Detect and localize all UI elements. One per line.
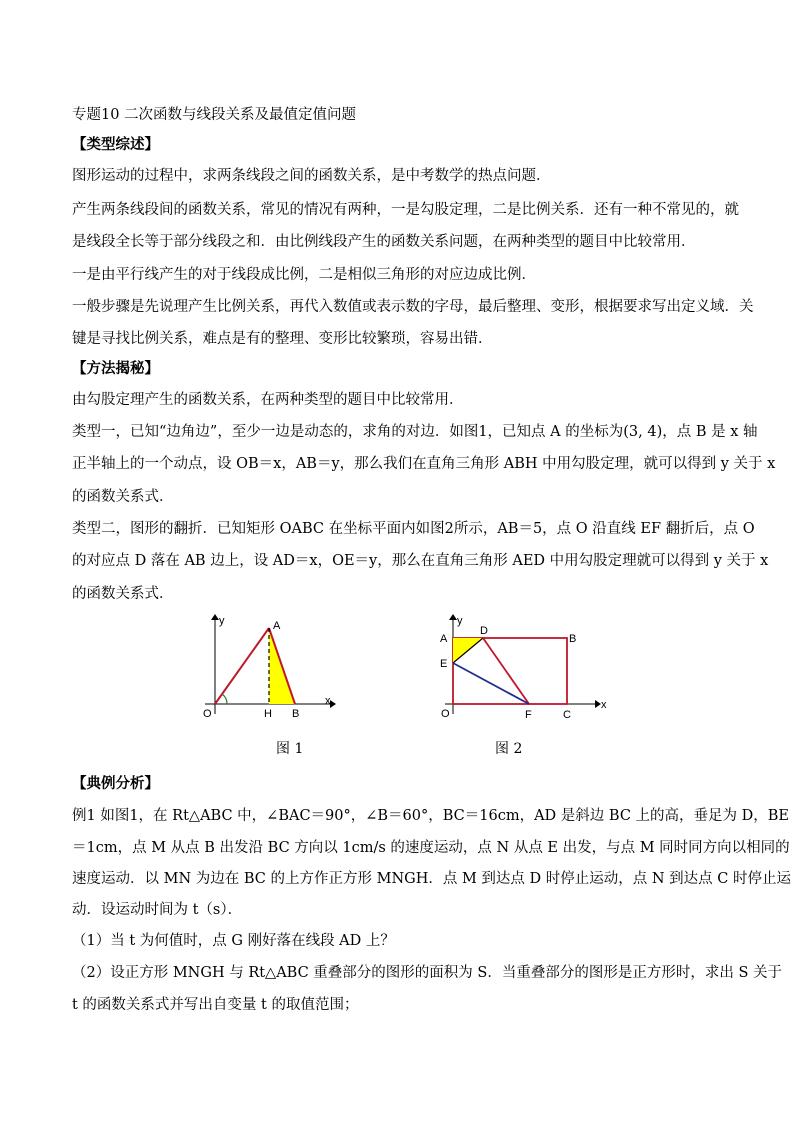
method-line: 的函数关系式．	[72, 489, 174, 505]
question-2: （2）设正方形 MNGH 与 Rt△ABC 重叠部分的图形的面积为 S．当重叠部分的图形是正方形时，求出 S 关于	[72, 965, 783, 981]
overview-line: 键是寻找比例关系，难点是有的整理、变形比较繁琐，容易出错．	[72, 331, 493, 347]
fig2-label-y: y	[457, 615, 463, 627]
example-line: ＝1cm，点 M 从点 B 出发沿 BC 方向以 1cm/s 的速度运动，点 N 从点 E 出发，与点 M 同时同方向以相同的	[72, 840, 790, 856]
overview-heading: 【类型综述】	[72, 136, 159, 153]
overview-line: 是线段全长等于部分线段之和．由比例线段产生的函数关系问题，在两种类型的题目中比较常用．	[72, 234, 696, 250]
method-line: 的函数关系式．	[72, 586, 174, 602]
question-2-cont: t 的函数关系式并写出自变量 t 的取值范围；	[72, 997, 359, 1013]
overview-line: 一是由平行线产生的对于线段成比例，二是相似三角形的对应边成比例．	[72, 267, 536, 283]
fig1-label-b: B	[292, 708, 300, 720]
fig1-x-arrow	[330, 700, 336, 708]
fig1-segment-oa	[215, 628, 269, 704]
example-line: 例1 如图1，在 Rt△ABC 中，∠BAC＝90°，∠B＝60°，BC＝16cm，AD 是斜边 BC 上的高，垂足为 D，BE	[72, 808, 789, 824]
overview-line: 图形运动的过程中，求两条线段之间的函数关系，是中考数学的热点问题．	[72, 168, 551, 184]
fig2-label-b: B	[569, 633, 577, 645]
fig1-label-y: y	[219, 615, 225, 627]
figure-1-caption: 图 1	[276, 741, 304, 757]
fig2-y-arrow	[449, 614, 457, 620]
method-line: 的对应点 D 落在 AB 边上，设 AD＝x，OE＝y，那么在直角三角形 AED 中用勾股定理就可以得到 y 关于 x	[72, 553, 769, 569]
method-heading: 【方法揭秘】	[72, 360, 159, 377]
example-line: 速度运动．以 MN 为边在 BC 的上方作正方形 MNGH．点 M 到达点 D 时停止运动，点 N 到达点 C 时停止运	[72, 871, 791, 887]
fig1-label-x: x	[325, 695, 331, 707]
page-title: 专题10 二次函数与线段关系及最值定值问题	[72, 107, 357, 123]
fig1-label-a: A	[273, 620, 281, 632]
fig2-label-e: E	[440, 658, 448, 670]
fig1-angle-arc	[222, 694, 227, 704]
fig1-label-h: H	[264, 708, 272, 720]
figure-1	[195, 612, 345, 727]
method-line: 类型一，已知“边角边”，至少一边是动态的，求角的对边．如图1，已知点 A 的坐标为(3, 4)，点 B 是 x 轴	[72, 424, 758, 440]
method-line: 由勾股定理产生的函数关系，在两种类型的题目中比较常用．	[72, 392, 464, 408]
figure-2-caption: 图 2	[495, 741, 523, 757]
overview-line: 一般步骤是先说理产生比例关系，再代入数值或表示数的字母，最后整理、变形，根据要求写出定义域．关	[72, 299, 754, 315]
method-line: 正半轴上的一个动点，设 OB＝x，AB＝y，那么我们在直角三角形 ABH 中用勾股定理，就可以得到 y 关于 x	[72, 456, 776, 472]
fig1-label-o: O	[203, 708, 212, 720]
method-line: 类型二，图形的翻折．已知矩形 OABC 在坐标平面内如图2所示，AB＝5，点 O 沿直线 EF 翻折后，点 O	[72, 521, 755, 537]
fig2-label-d: D	[480, 625, 488, 637]
question-1: （1）当 t 为何值时，点 G 刚好落在线段 AD 上？	[72, 933, 395, 949]
fig2-segment-ef	[453, 663, 529, 704]
fig2-label-c: C	[563, 709, 571, 721]
figure-2	[430, 612, 615, 727]
example-heading: 【典例分析】	[72, 775, 159, 792]
overview-line: 产生两条线段间的函数关系，常见的情况有两种，一是勾股定理，二是比例关系．还有一种不常见的，就	[72, 202, 739, 218]
fig1-y-arrow	[211, 614, 219, 620]
example-line: 动．设运动时间为 t（s）．	[72, 902, 243, 918]
fig2-segment-df	[483, 638, 529, 704]
fig2-label-o: O	[441, 708, 450, 720]
fig2-label-f: F	[525, 709, 532, 721]
fig2-label-a: A	[440, 633, 448, 645]
fig2-label-x: x	[601, 699, 607, 711]
